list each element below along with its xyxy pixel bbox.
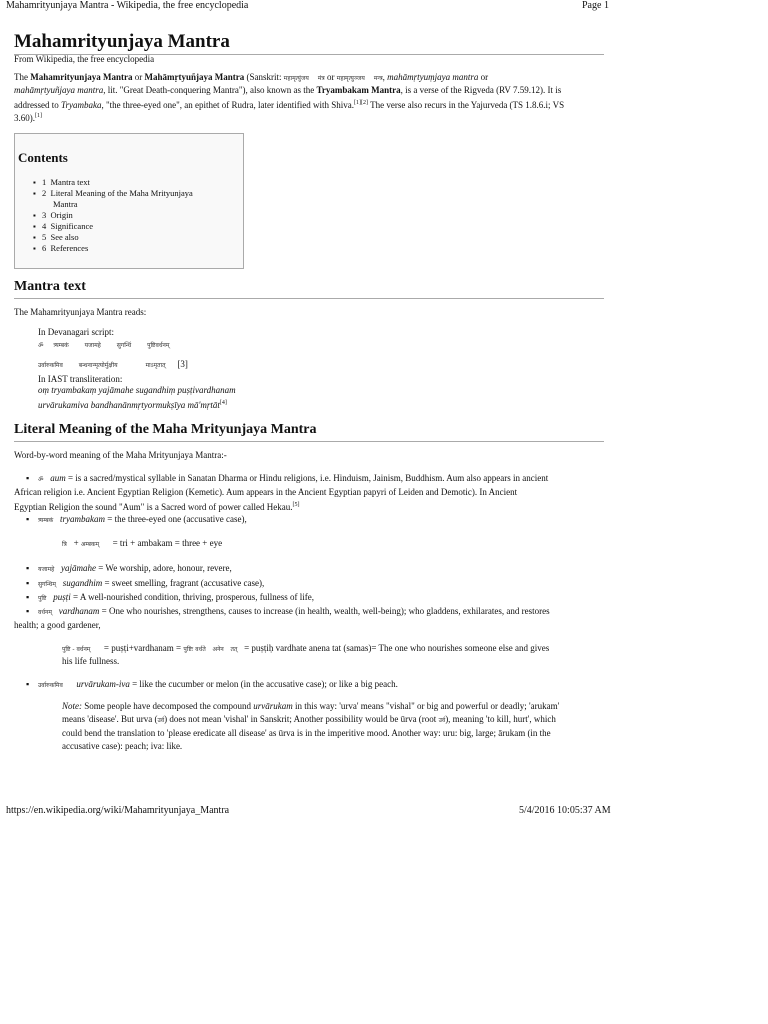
intro-text: , [382,72,388,82]
intro-text: , lit. "Great Death-conquering Mantra"), also known as the [103,85,317,95]
devanagari-label: In Devanagari script: [38,327,114,337]
devanagari-word: माऽमृतात् [145,362,166,369]
toc-num: 6 [42,243,47,253]
term: yajāmahe [61,563,97,573]
devanagari-text: मंत्र [317,75,325,82]
toc-label: References [50,243,89,253]
toc-item-literal-meaning[interactable] [42,188,237,210]
devanagari-word: पुष्टिवर्धनम् [147,342,170,349]
definition: African religion i.e. Ancient Egyptian Religion (Kemetic). Aum appears in the Ancient Egyptian papyri of Leiden and Demotic). In Ancient [14,487,518,497]
toc-item-see-also[interactable] [42,232,237,243]
definition: = sweet smelling, fragrant (accusative case), [102,578,265,588]
intro-italic: mahāmṛtyuñjaya mantra [14,85,104,95]
toc-label: Significance [50,221,93,231]
toc-num: 2 [42,188,47,198]
toc-item-origin[interactable] [42,210,237,221]
toc-list [42,177,237,254]
term: vardhanam [58,606,100,616]
vardhanam-equation-cont: his life fullness. [62,656,120,666]
list-item-tryambakam [38,513,247,527]
toc-num: 4 [42,221,47,231]
devanagari-line-2 [38,358,188,371]
note-italic: urvārukam [253,701,293,711]
definition: = One who nourishes, strengthens, causes to increase (in health, wealth, well-being); who gladdens, exhilarates, and restores [99,606,550,616]
print-page-number: Page 1 [582,0,609,11]
intro-line-4 [14,110,42,125]
devanagari-word: यजामहे [84,342,101,349]
intro-italic: mahāmṛtyuṃjaya mantra [387,72,479,82]
note-text: accusative case): peach; iva: like. [62,741,183,751]
equation-text: = puṣṭiḥ vardhate anena tat (samas)= The one who nourishes someone else and gives [244,643,550,653]
tryambakam-equation [62,537,222,551]
devanagari-word: पुष्टि - वर्धनम् [62,646,91,653]
section-heading-mantra-text: Mantra text [14,279,86,294]
definition: = A well-nourished condition, thriving, prosperous, fullness of life, [70,592,315,602]
devanagari-word: उर्व [438,717,446,724]
note-text: Some people have decomposed the compound [82,701,254,711]
literal-intro: Word-by-word meaning of the Maha Mrityunjaya Mantra:- [14,450,227,460]
intro-line-3 [14,97,564,112]
devanagari-text: महामृत्युञ्जय [336,75,365,82]
toc-label: Mantra [53,199,78,209]
toc-num: 1 [42,177,47,187]
devanagari-line-1 [38,341,169,349]
devanagari-word: तत् [230,646,238,653]
devanagari-word: उर्वारुकमिव [38,362,63,369]
devanagari-word: यजामहे [38,566,55,573]
table-of-contents [14,133,244,269]
devanagari-word: वर्धनम् [38,609,52,616]
list-item-pusti [38,591,314,605]
definition: = like the cucumber or melon (in the accusative case); or like a big peach. [129,679,398,689]
intro-text: (Sanskrit: [244,72,284,82]
toc-item-mantra-text[interactable] [42,177,237,188]
intro-text: or [478,72,489,82]
section-divider [14,298,604,299]
page-title: Mahamrityunjaya Mantra [14,31,230,52]
note-text: could bend the translation to 'please eredicate all disease' as ūrva is in the imperitive mood. Another way: uru: big, large; ārukam (in the [62,728,551,738]
devanagari-word: उर्वारुकमिव [38,682,63,689]
list-item-urvarukam [38,678,398,692]
intro-bold-name: Mahamrityunjaya Mantra [30,72,133,82]
devanagari-word: ॐ [38,342,44,349]
devanagari-word: त्रि [62,541,67,548]
devanagari-word: त्र्यम्बकं [38,517,54,524]
toc-item-significance[interactable] [42,221,237,232]
definition: = We worship, adore, honour, revere, [96,563,232,573]
note-label: Note: [62,701,82,711]
intro-text: , "the three-eyed one", an epithet of Rudra, later identified with Shiva. [101,100,355,110]
list-item-sugandhim [38,577,264,591]
intro-line-1 [14,71,488,85]
list-item-yajamahe [38,562,232,576]
devanagari-word: अनेन [212,646,224,653]
print-footer-url: https://en.wikipedia.org/wiki/Mahamrityunjaya_Mantra [6,805,230,816]
toc-item-references[interactable] [42,243,237,254]
vardhanam-equation [62,642,549,656]
toc-label: Mantra text [50,177,90,187]
intro-line-2 [14,84,561,97]
note-text: ) does not mean 'vishal' in Sanskrit; Another possibility would be ūrva (root [164,714,439,724]
devanagari-word: पुष्टि [38,595,47,602]
term: sugandhim [62,578,103,588]
intro-bold-name-2: Mahāmṛtyuñjaya Mantra [144,72,245,82]
devanagari-word: पुष्टिः [183,646,194,653]
intro-italic: Tryambaka [61,100,102,110]
equation-text: = puṣṭi+vardhanam = [103,643,182,653]
note-text: means 'disease'. But urva ( [62,714,158,724]
definition: health; a good gardener, [14,620,101,630]
iast-line-1: oṃ tryambakaṃ yajāmahe sugandhiṃ puṣṭivardhanam [38,385,236,395]
term: urvārukam-iva [76,679,130,689]
citation-link[interactable]: [4] [219,400,227,406]
print-header-title: Mahamrityunjaya Mantra - Wikipedia, the free encyclopedia [6,0,249,11]
devanagari-word: अम्बकम् [80,541,100,548]
citation-link[interactable]: [1] [35,113,42,119]
devanagari-word: सुगन्धिं [116,342,132,349]
from-wikipedia: From Wikipedia, the free encyclopedia [14,54,155,64]
intro-bold-alt-name: Tryambakam Mantra [316,85,401,95]
urvarukam-note [62,700,604,753]
iast-label: In IAST transliteration: [38,374,123,384]
note-text: in this way: 'urva' means "vishal" or big and powerful or deadly; 'arukam' [292,701,560,711]
intro-text: The [14,72,31,82]
citation-link[interactable]: [3] [177,359,188,369]
term: tryambakam [60,514,106,524]
definition: Egyptian Religion the sound "Aum" is a Sacred word of power called Hekau. [14,502,293,512]
devanagari-word: उर्व [157,717,165,724]
toc-num: 3 [42,210,47,220]
intro-text: 3.60). [14,113,35,123]
toc-label: Origin [50,210,73,220]
iast-text: urvārukamiva bandhanānmṛtyormukṣīya mā'mṛtāt [38,400,220,410]
devanagari-word: त्र्यम्बकं [53,342,69,349]
definition: = is a sacred/mystical syllable in Sanatan Dharma or Hindu religions, i.e. Hinduism, Jainism, Buddhism. Aum also appears in ancient [65,473,549,483]
devanagari-word: बन्धनान्मृत्योर्मुक्षीय [78,362,118,369]
section-divider [14,441,604,442]
intro-text: or [324,72,337,82]
intro-text: addressed to [14,100,61,110]
intro-text: , is a verse of the Rigveda (RV 7.59.12). It is [400,85,562,95]
devanagari-text: मन्त्र [373,75,383,82]
list-item-vardhanam [14,605,604,632]
term: puṣṭi [53,592,71,602]
print-footer-timestamp: 5/4/2016 10:05:37 AM [519,805,611,816]
note-text: ), meaning 'to kill, hurt', which [445,714,556,724]
mantra-reads: The Mahamrityunjaya Mantra reads: [14,307,147,317]
devanagari-word: ॐ [38,476,44,483]
toc-num: 5 [42,232,47,242]
citation-link[interactable]: [5] [292,502,300,508]
term: aum [50,473,66,483]
toc-label: See also [50,232,79,242]
devanagari-word: वर्धते [195,646,206,653]
section-heading-literal-meaning: Literal Meaning of the Maha Mrityunjaya Mantra [14,422,317,437]
devanagari-word: सुगन्धिम् [38,581,56,588]
devanagari-text: महामृत्युंजय [283,75,309,82]
list-item-aum [14,472,604,514]
plus-sign: + [73,538,79,548]
definition: = the three-eyed one (accusative case), [105,514,247,524]
intro-text: The verse also recurs in the Yajurveda (TS 1.8.6.i; VS [368,100,565,110]
equation-text: = tri + ambakam = three + eye [112,538,223,548]
iast-line-2 [38,397,227,412]
intro-text: or [132,72,145,82]
citation-link[interactable]: [1][2] [354,100,369,106]
toc-title: Contents [18,150,68,165]
toc-label: Literal Meaning of the Maha Mrityunjaya [50,188,193,198]
